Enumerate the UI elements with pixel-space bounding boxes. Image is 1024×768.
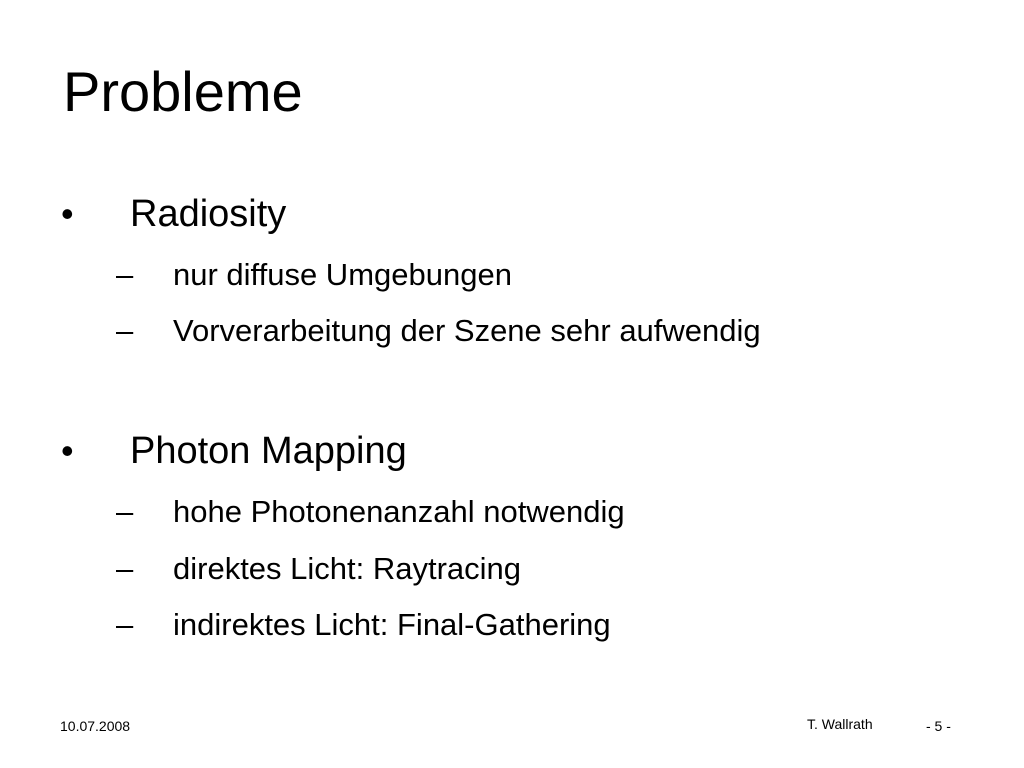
bullet-text: Radiosity [130, 193, 287, 235]
sub-bullet-marker: – [116, 551, 134, 586]
sub-bullet-text: indirektes Licht: Final-Gathering [173, 607, 611, 642]
sub-bullet-marker: – [116, 494, 134, 529]
bullet-photon-mapping [61, 430, 407, 473]
sub-bullet-text: Vorverarbeitung der Szene sehr aufwendig [173, 313, 761, 348]
bullet-radiosity [61, 193, 286, 236]
sub-bullet-marker: – [116, 257, 134, 292]
footer-date: 10.07.2008 [60, 718, 131, 734]
bullet-marker: • [61, 193, 74, 234]
bullet-text: Photon Mapping [130, 430, 407, 472]
sub-bullet-text: direktes Licht: Raytracing [173, 551, 522, 586]
sub-bullet [116, 551, 521, 587]
sub-bullet-marker: – [116, 313, 134, 348]
sub-bullet-marker: – [116, 607, 134, 642]
sub-bullet [116, 607, 611, 643]
footer-page-number: - 5 - [926, 718, 951, 734]
bullet-marker: • [61, 430, 74, 471]
footer-author: T. Wallrath [807, 716, 873, 732]
sub-bullet [116, 313, 761, 349]
sub-bullet [116, 494, 625, 530]
slide-title: Probleme [63, 60, 303, 123]
sub-bullet [116, 257, 512, 293]
sub-bullet-text: hohe Photonenanzahl notwendig [173, 494, 625, 529]
sub-bullet-text: nur diffuse Umgebungen [173, 257, 512, 292]
